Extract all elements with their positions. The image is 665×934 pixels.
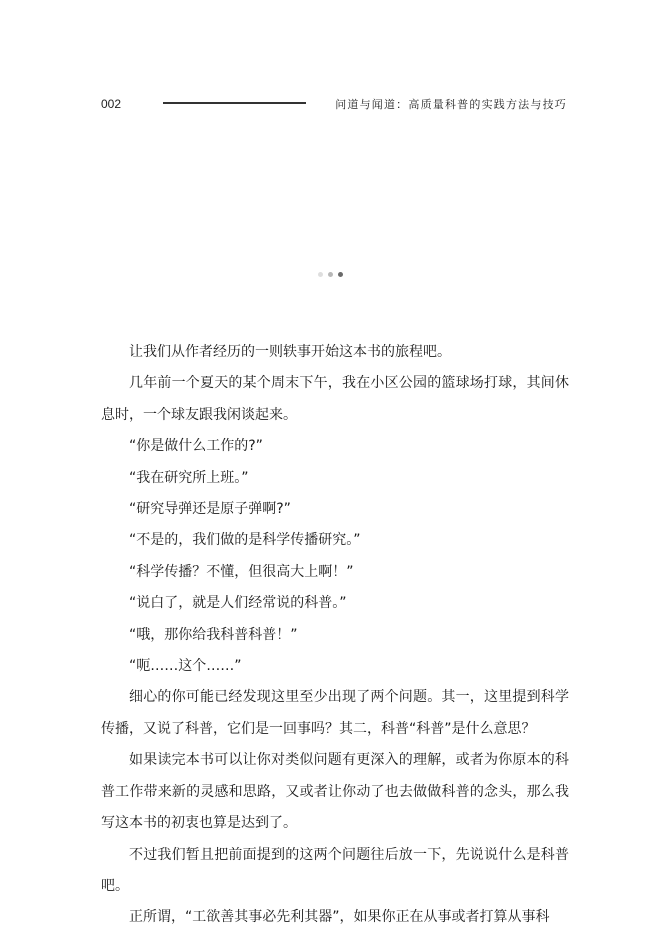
dialogue-line: “你是做什么工作的?” xyxy=(129,438,263,455)
dialogue-line: “呃……这个……” xyxy=(129,658,242,675)
paragraph: 让我们从作者经历的一则轶事开始这本书的旅程吧。 xyxy=(129,344,451,360)
dialogue-line: “科学传播？不懂，但很高大上啊！” xyxy=(129,563,354,580)
paragraph: 不过我们暂且把前面提到的这两个问题往后放一下，先说说什么是科普吧。 xyxy=(101,846,569,894)
section-ornament xyxy=(318,272,348,278)
page-number: 002 xyxy=(101,97,122,111)
body-text xyxy=(101,337,569,934)
running-title: 问道与闻道：高质量科普的实践方法与技巧 xyxy=(335,98,567,111)
running-header xyxy=(0,94,665,116)
dialogue-line: “我在研究所上班。” xyxy=(129,469,249,486)
paragraph: 如果读完本书可以让你对类似问题有更深入的理解，或者为你原本的科普工作带来新的灵感和思路，又或者让你动了也去做做科普的念头，那么我写这本书的初衷也算是达到了。 xyxy=(101,752,569,832)
ornament-dot-light xyxy=(318,272,323,277)
paragraph: 细心的你可能已经发现这里至少出现了两个问题。其一，这里提到科学传播，又说了科普，它们是一回事吗？其二，科普“科普”是什么意思？ xyxy=(101,689,569,737)
ornament-dot-dark xyxy=(338,272,343,277)
dialogue-line: “哦，那你给我科普科普！” xyxy=(129,626,298,643)
header-divider xyxy=(163,102,306,104)
paragraph: 几年前一个夏天的某个周末下午，我在小区公园的篮球场打球，其间休息时，一个球友跟我闲谈起来。 xyxy=(101,375,569,423)
dialogue-line: “研究导弹还是原子弹啊?” xyxy=(129,501,291,518)
ornament-dot-medium xyxy=(328,272,333,277)
paragraph: 正所谓，“工欲善其事必先利其器”，如果你正在从事或者打算从事科 xyxy=(129,909,550,926)
dialogue-line: “说白了，就是人们经常说的科普。” xyxy=(129,595,347,612)
dialogue-line: “不是的，我们做的是科学传播研究。” xyxy=(129,532,361,549)
